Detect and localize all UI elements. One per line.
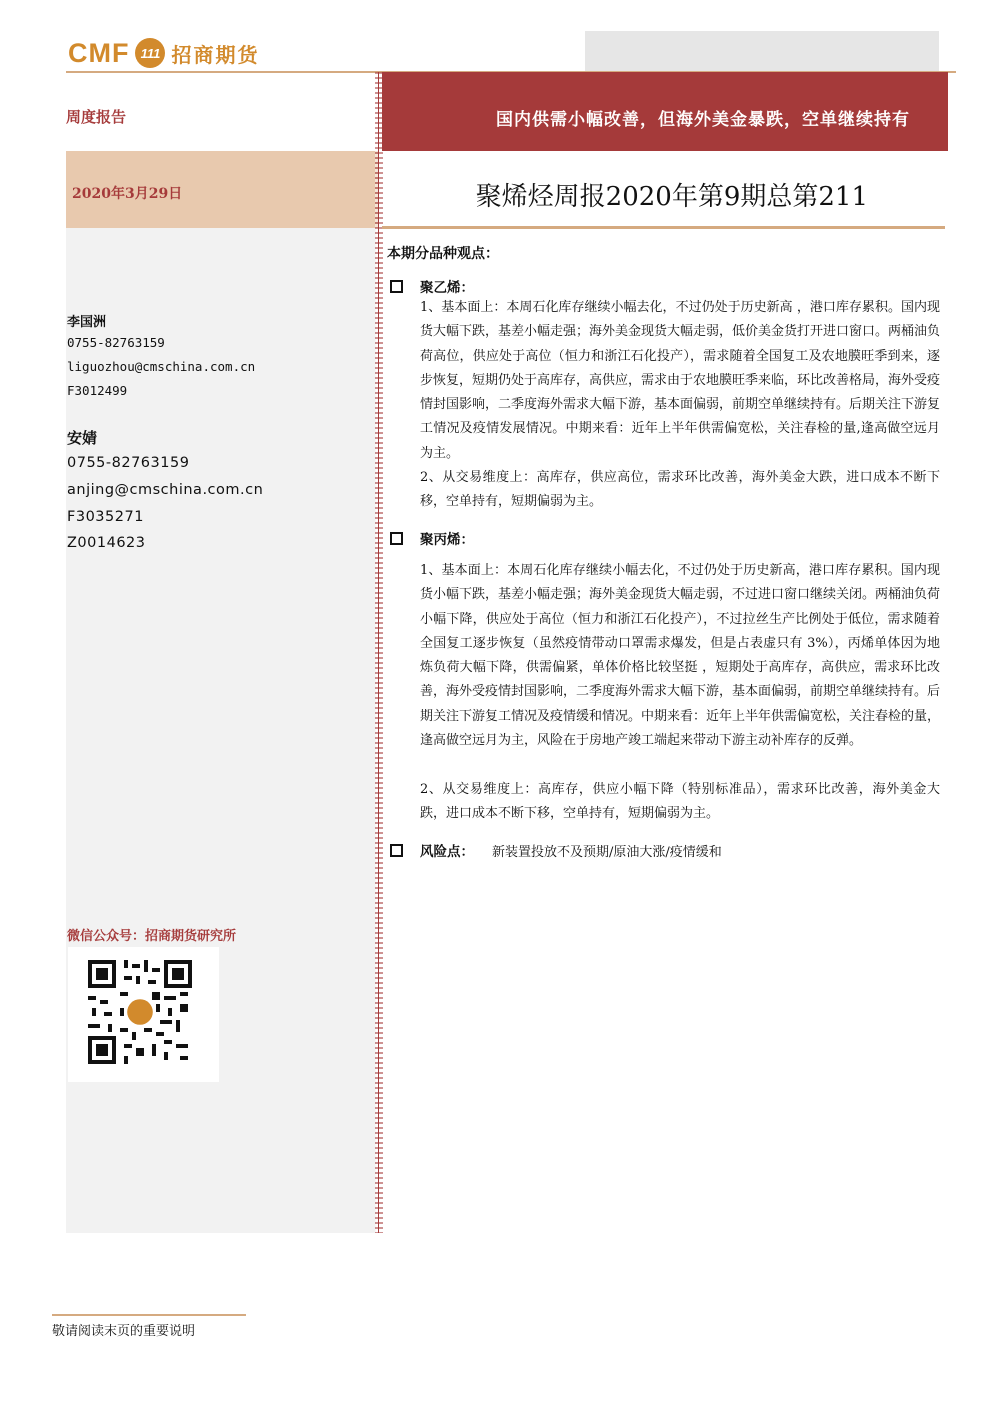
footer-divider — [52, 1314, 246, 1316]
report-date: 2020年3月29日 — [72, 186, 183, 202]
logo-badge-icon: 111 — [135, 38, 165, 68]
pp-label: 聚丙烯： — [420, 532, 474, 548]
checkbox-bullet-icon — [390, 532, 403, 545]
analyst-email: anjing@cmschina.com.cn — [67, 482, 264, 498]
pe-heading — [390, 276, 474, 296]
page-title: 聚烯烃周报2020年第9期总第211 — [475, 182, 868, 212]
analyst-name: 李国洲 — [67, 315, 107, 330]
pp-paragraph-1: 1、基本面上：本周石化库存继续小幅去化，不过仍处于历史新高，港口库存累积。国内现货小幅下跌，基差小幅走强；海外美金现货大幅走弱，不过进口窗口继续关闭。两桶油负荷小幅下降，供应处于高位（恒力和浙江石化投产），不过拉丝生产比例处于低位，需求随着全国复工逐步恢复（虽然疫情带动口罩需求爆发，但是占表虚只有 3%），丙烯单体因为地炼负荷大幅下降，供需偏紧，单体价格比较坚挺 ，短期处于高库存，高供应，需求环比改善，海外受疫情封国影响，二季度海外需求大幅下游，基本面偏弱，前期空单继续持有。后期关注下游复工情况及疫情缓和情况。中期来看：近年上半年供需偏宽松，关注春检的量，逢高做空远月为主，风险在于房地产竣工端起来带动下游主动补库存的反弹。 — [420, 563, 941, 749]
company-logo — [68, 36, 259, 70]
analyst-phone: 0755-82763159 — [67, 335, 165, 350]
analyst-license: Z0014623 — [67, 535, 146, 551]
headline-text: 国内供需小幅改善，但海外美金暴跌，空单继续持有 — [496, 110, 910, 130]
title-divider — [382, 226, 945, 229]
pp-paragraph-2: 2、从交易维度上：高库存，供应小幅下降（特别标准品），需求环比改善，海外美金大跌，进口成本不断下移，空单持有，短期偏弱为主。 — [420, 782, 940, 822]
logo-cmf-text: CMF — [68, 37, 130, 68]
footer-note: 敬请阅读末页的重要说明 — [52, 1324, 196, 1339]
pp-heading — [390, 528, 474, 548]
checkbox-bullet-icon — [390, 280, 403, 293]
risk-label: 风险点： — [420, 844, 474, 860]
pe-paragraph-2: 2、从交易维度上：高库存，供应高位，需求环比改善，海外美金大跌，进口成本不断下移，空单持有，短期偏弱为主。 — [420, 470, 940, 510]
report-type-label: 周度报告 — [66, 108, 127, 126]
decorative-border — [375, 72, 383, 1233]
analyst-name: 安婧 — [67, 429, 98, 447]
logo-company-name: 招商期货 — [171, 42, 260, 67]
sidebar-panel — [66, 228, 376, 1233]
risk-text: 新装置投放不及预期/原油大涨/疫情缓和 — [492, 844, 722, 860]
analyst-license: F3035271 — [67, 509, 144, 525]
pe-label: 聚乙烯： — [420, 280, 474, 296]
checkbox-bullet-icon — [390, 844, 403, 857]
analyst-email: liguozhou@cmschina.com.cn — [67, 359, 256, 374]
analyst-phone: 0755-82763159 — [67, 455, 190, 471]
header-gray-box — [585, 31, 939, 71]
section-title: 本期分品种观点： — [387, 246, 499, 262]
risk-heading — [390, 840, 722, 860]
analyst-license: F3012499 — [67, 383, 128, 398]
pe-paragraph-1: 1、基本面上：本周石化库存继续小幅去化，不过仍处于历史新高 ，港口库存累积。国内现货大幅下跌，基差小幅走强；海外美金现货大幅走弱，低价美金货打开进口窗口。两桶油负荷高位，供应处于高位（恒力和浙江石化投产），需求随着全国复工及农地膜旺季到来，逐步恢复，短期仍处于高库存，高供应，需求由于农地膜旺季来临，环比改善格局，海外受疫情封国影响，二季度海外需求大幅下游，基本面偏弱，前期空单继续持有。后期关注下游复工情况及疫情发展情况。中期来看：近年上半年供需偏宽松，关注春检的量,逢高做空远月为主。 — [420, 300, 941, 461]
decorative-border-line — [378, 72, 379, 1233]
wechat-label: 微信公众号：招商期货研究所 — [67, 929, 237, 944]
qr-code-icon — [88, 960, 192, 1064]
